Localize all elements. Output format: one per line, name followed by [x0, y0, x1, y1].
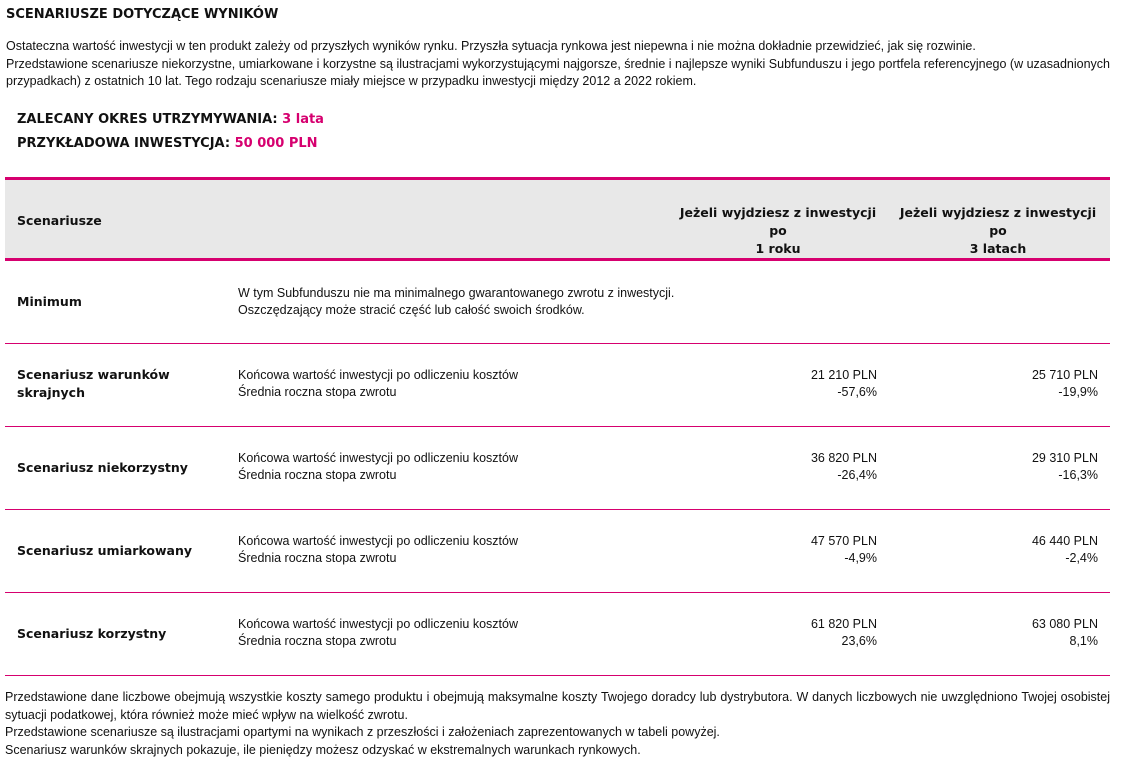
example-investment-value: 50 000 PLN [234, 136, 318, 151]
value-3-years [938, 616, 1098, 650]
table-header [5, 177, 1110, 261]
value-1-year [717, 533, 877, 567]
value-3-years-amount: 29 310 PLN [1031, 451, 1098, 465]
value-3-years-rate: -16,3% [1058, 468, 1098, 482]
row-name [17, 366, 217, 402]
value-3-years-amount: 46 440 PLN [1031, 534, 1098, 548]
row-description-line1: Końcowa wartość inwestycji po odliczeniu kosztów [238, 451, 518, 465]
example-investment-label: PRZYKŁADOWA INWESTYCJA: [17, 136, 231, 151]
row-description-line1: W tym Subfunduszu nie ma minimalnego gwarantowanego zwrotu z inwestycji. [238, 286, 675, 300]
row-description-line2: Średnia roczna stopa zwrotu [238, 634, 397, 648]
row-description [238, 367, 718, 401]
row-description [238, 616, 718, 650]
scenarios-table [5, 177, 1110, 676]
table-row-minimum [5, 261, 1110, 344]
table-row-stress [5, 344, 1110, 427]
value-3-years-rate: -2,4% [1065, 551, 1098, 565]
intro-paragraph-1: Ostateczna wartość inwestycji w ten produkt zależy od przyszłych wyników rynku. Przyszła sytuacja rynkowa jest niepewna i nie można dokładnie przewidzieć, jak się rozwinie. [6, 39, 976, 53]
value-1-year-rate: -4,9% [844, 551, 877, 565]
row-description [238, 450, 718, 484]
header-exit-1-year [671, 204, 885, 258]
value-1-year-rate: -26,4% [837, 468, 877, 482]
holding-period [17, 112, 324, 127]
footer-paragraph-2: Przedstawione scenariusze są ilustracjami opartymi na wynikach z przeszłości i założeniach zaprezentowanych w tabeli powyżej. [5, 725, 720, 739]
row-description-line1: Końcowa wartość inwestycji po odliczeniu kosztów [238, 534, 518, 548]
value-3-years-amount: 25 710 PLN [1031, 368, 1098, 382]
holding-period-value: 3 lata [282, 112, 324, 127]
value-1-year-amount: 61 820 PLN [810, 617, 877, 631]
footer-paragraph-3: Scenariusz warunków skrajnych pokazuje, ile pieniędzy możesz odzyskać w ekstremalnych warunkach rynkowych. [5, 742, 641, 757]
row-description-line2: Średnia roczna stopa zwrotu [238, 385, 397, 399]
holding-period-label: ZALECANY OKRES UTRZYMYWANIA: [17, 112, 278, 127]
intro-paragraph-2: Przedstawione scenariusze niekorzystne, umiarkowane i korzystne są ilustracjami wykorzystującymi najgorsze, średnie i najlepsze wyniki Subfunduszu i jego portfela referencyjnego (w uzasadnionych przypadkach) z ostatnich 10 lat. Tego rodzaju scenariusze miały miejsce w przypadku inwestycji między 2012 a 2022 rokiem. [6, 56, 1110, 88]
row-description-line1: Końcowa wartość inwestycji po odliczeniu kosztów [238, 617, 518, 631]
value-1-year [717, 450, 877, 484]
value-3-years-rate: -19,9% [1058, 385, 1098, 399]
value-1-year-amount: 21 210 PLN [810, 368, 877, 382]
value-1-year [717, 367, 877, 401]
value-1-year-rate: 23,6% [841, 634, 877, 648]
table-row-unfavourable [5, 427, 1110, 510]
header-scenarios: Scenariusze [17, 213, 102, 228]
intro-text [6, 38, 1110, 91]
footer-paragraph-1: Przedstawione dane liczbowe obejmują wszystkie koszty samego produktu i obejmują maksymalne koszty Twojego doradcy lub dystrybutora. W danych liczbowych nie uwzględniono Twojej osobistej sytuacji podatkowej, która również może mieć wpływ na wielkość zwrotu. [5, 690, 1110, 722]
example-investment [17, 136, 318, 151]
value-1-year [717, 616, 877, 650]
table-row-moderate [5, 510, 1110, 593]
row-name-line2: skrajnych [17, 385, 85, 400]
row-name: Minimum [17, 294, 82, 309]
row-name-line1: Scenariusz warunków [17, 367, 170, 382]
header-exit-3-years-line1: Jeżeli wyjdziesz z inwestycji po [899, 205, 1097, 238]
row-description-line2: Oszczędzający może stracić część lub całość swoich środków. [238, 303, 585, 317]
row-name: Scenariusz umiarkowany [17, 543, 193, 558]
header-exit-3-years-line2: 3 latach [969, 241, 1027, 256]
value-3-years-amount: 63 080 PLN [1031, 617, 1098, 631]
value-1-year-amount: 47 570 PLN [810, 534, 877, 548]
row-description-line1: Końcowa wartość inwestycji po odliczeniu kosztów [238, 368, 518, 382]
row-name: Scenariusz korzystny [17, 626, 167, 641]
row-name: Scenariusz niekorzystny [17, 460, 188, 475]
row-description [238, 533, 718, 567]
value-1-year-rate: -57,6% [837, 385, 877, 399]
row-description-line2: Średnia roczna stopa zwrotu [238, 551, 397, 565]
header-exit-1-year-line1: Jeżeli wyjdziesz z inwestycji po [679, 205, 877, 238]
value-3-years [938, 450, 1098, 484]
footer-notes [5, 689, 1110, 759]
header-exit-3-years [891, 204, 1105, 258]
value-3-years [938, 367, 1098, 401]
section-title: SCENARIUSZE DOTYCZĄCE WYNIKÓW [6, 7, 279, 22]
value-1-year-amount: 36 820 PLN [810, 451, 877, 465]
row-description-line2: Średnia roczna stopa zwrotu [238, 468, 397, 482]
table-row-favourable [5, 593, 1110, 676]
value-3-years-rate: 8,1% [1069, 634, 1098, 648]
header-exit-1-year-line2: 1 roku [755, 241, 801, 256]
row-description [238, 285, 718, 319]
value-3-years [938, 533, 1098, 567]
